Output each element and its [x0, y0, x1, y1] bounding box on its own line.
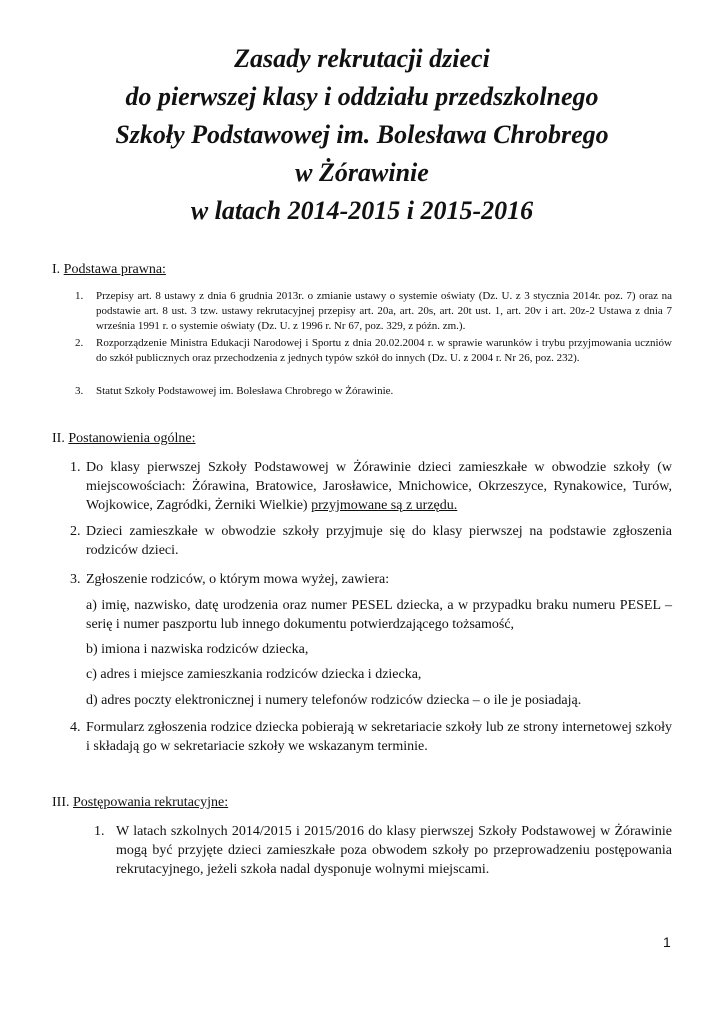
section-3-number: III.: [52, 795, 70, 810]
general-item-1: [70, 458, 672, 515]
title-line-1: Zasady rekrutacji dzieci: [234, 44, 490, 73]
general-item-3-sub-a: a) imię, nazwisko, datę urodzenia oraz numer PESEL dziecka, a w przypadku braku numeru PESEL – serię i numer paszportu lub innego dokumentu potwierdzającego tożsamość,: [86, 598, 672, 632]
general-item-1-underlined: przyjmowane są z urzędu.: [311, 498, 458, 513]
section-2-title: Postanowienia ogólne:: [68, 431, 196, 446]
general-item-3-number: 3.: [70, 572, 81, 587]
legal-basis-item-3-number: 3.: [75, 385, 84, 397]
legal-basis-item-2: [75, 336, 672, 366]
general-item-1-text: Do klasy pierwszej Szkoły Podstawowej w Żórawinie dzieci zamieszkałe w obwodzie szkoły (w miejscowościach: Żórawina, Bratowice, Jarosławice, Mnichowice, Okrzeszyce, Rynakowice, Turów, Wojkowice, Zagródki, Żerniki Wielkie): [86, 460, 672, 513]
page-number: 1: [663, 934, 671, 950]
recruitment-item-1-text: W latach szkolnych 2014/2015 i 2015/2016 do klasy pierwszej Szkoły Podstawowej w Żórawinie mogą być przyjęte dzieci zamieszkałe poza obwodem szkoły po przeprowadzeniu postępowania rekrutacyjnego, jeżeli szkoła nadal dysponuje wolnymi miejscami.: [116, 824, 672, 877]
general-item-3-text: Zgłoszenie rodziców, o którym mowa wyżej, zawiera:: [86, 572, 390, 587]
general-item-1-number: 1.: [70, 460, 81, 475]
general-item-4-text: Formularz zgłoszenia rodzice dziecka pobierają w sekretariacie szkoły lub ze strony internetowej szkoły i składają go w sekretariacie szkoły we wskazanym terminie.: [86, 720, 672, 754]
title-line-4: w Żórawinie: [295, 158, 429, 187]
section-1-heading: [52, 262, 166, 278]
document-title: [30, 40, 694, 230]
general-item-2: [70, 522, 672, 560]
general-item-4: [70, 718, 672, 756]
recruitment-item-1: [94, 822, 672, 879]
legal-basis-item-3: [75, 384, 672, 399]
general-item-2-text: Dzieci zamieszkałe w obwodzie szkoły przyjmuje się do klasy pierwszej na podstawie zgłoszenia rodziców dzieci.: [86, 524, 672, 558]
general-item-3-sub-c: c) adres i miejsce zamieszkania rodziców dziecka i dziecka,: [86, 667, 422, 682]
legal-basis-item-1-number: 1.: [75, 290, 84, 302]
section-3-heading: [52, 795, 228, 811]
general-item-3-sub-d: d) adres poczty elektronicznej i numery telefonów rodziców dziecka – o ile je posiadają.: [86, 693, 582, 708]
section-1-title: Podstawa prawna:: [63, 262, 166, 277]
section-3-title: Postępowania rekrutacyjne:: [73, 795, 229, 810]
title-line-2: do pierwszej klasy i oddziału przedszkolnego: [125, 82, 599, 111]
title-line-3: Szkoły Podstawowej im. Bolesława Chrobrego: [115, 120, 609, 149]
legal-basis-item-2-number: 2.: [75, 337, 84, 349]
section-1-number: I.: [52, 262, 61, 277]
recruitment-item-1-number: 1.: [94, 824, 105, 839]
section-2-heading: [52, 431, 195, 447]
general-item-2-number: 2.: [70, 524, 81, 539]
title-line-5: w latach 2014-2015 i 2015-2016: [190, 196, 534, 225]
legal-basis-item-3-text: Statut Szkoły Podstawowej im. Bolesława Chrobrego w Żórawinie.: [96, 385, 394, 397]
general-item-4-number: 4.: [70, 720, 81, 735]
general-item-3-sub-b: b) imiona i nazwiska rodziców dziecka,: [86, 642, 309, 657]
general-item-3: [70, 570, 672, 589]
section-2-number: II.: [52, 431, 65, 446]
legal-basis-item-1: [75, 289, 672, 334]
legal-basis-item-2-text: Rozporządzenie Ministra Edukacji Narodowej i Sportu z dnia 20.02.2004 r. w sprawie warunków i trybu przyjmowania uczniów do szkół publicznych oraz przechodzenia z jednych typów szkół do innych (Dz. U. z 2004 r. Nr 26, poz. 232).: [96, 337, 672, 364]
legal-basis-item-1-text: Przepisy art. 8 ustawy z dnia 6 grudnia 2013r. o zmianie ustawy o systemie oświaty (Dz. U. z 3 stycznia 2014r. poz. 7) oraz na podstawie art. 8 ust. 3 tzw. ustawy rekrutacyjnej przepisy art. 20a, art. 20s, art. 20t ust. 1, art. 20v i art. 20z-2 Ustawa z dnia 7 września 1991 r. o systemie oświaty (Dz. U. z 1996 r. Nr 67, poz. 329, z późn. zm.).: [96, 290, 672, 332]
